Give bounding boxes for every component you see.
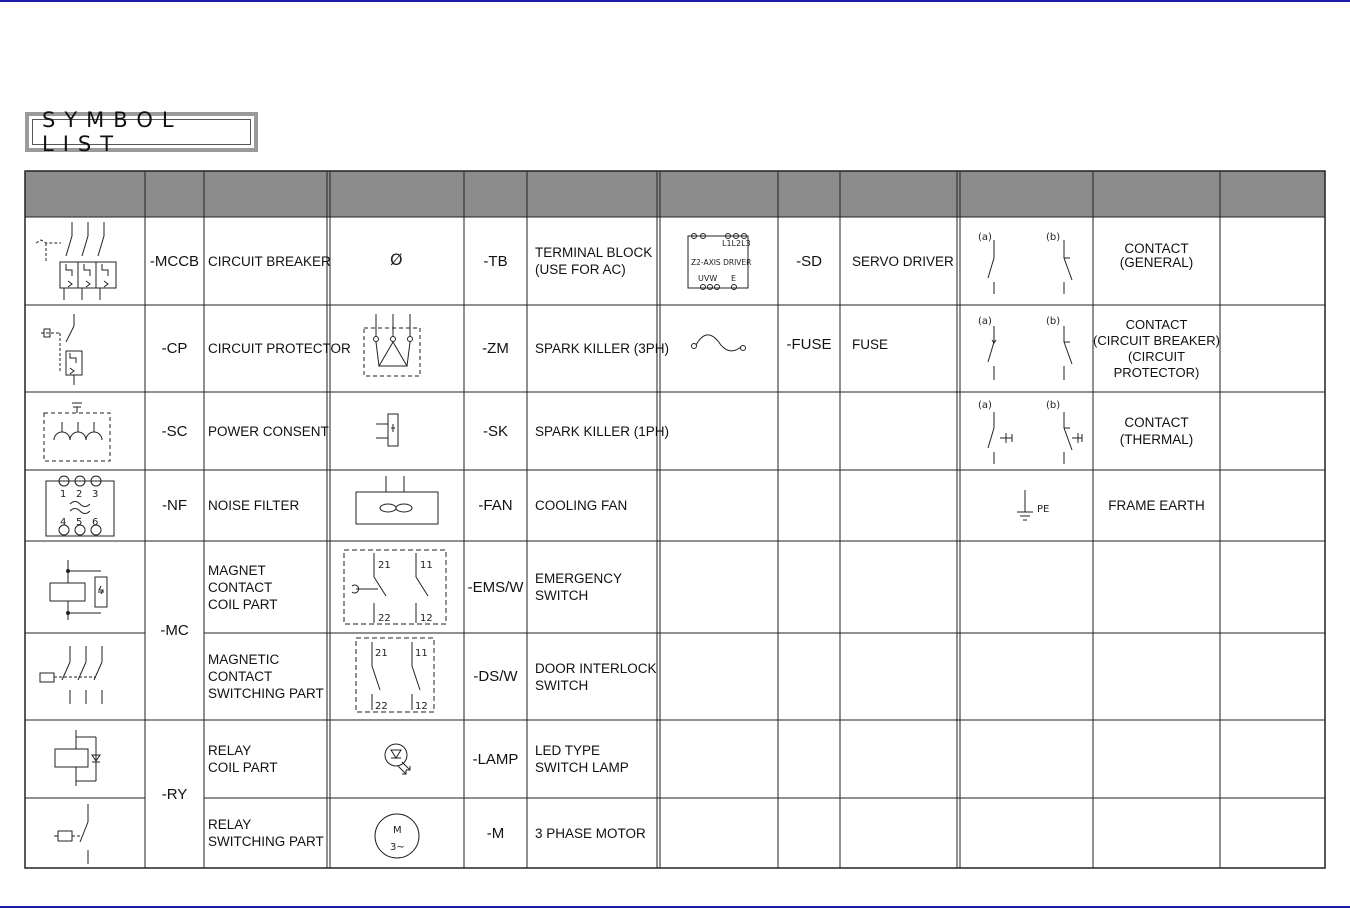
code-nf: -NF [162, 497, 187, 514]
code-emsw: -EMS/W [467, 578, 524, 596]
code-dsw: -DS/W [473, 668, 518, 685]
nf-bot-6: 6 [92, 517, 99, 528]
cb-label-a: (a) [978, 316, 992, 327]
ems-label-12: 12 [420, 613, 433, 624]
code-cp: -CP [161, 340, 188, 357]
desc-emergency-switch: EMERGENCY SWITCH [535, 571, 623, 603]
code-sk: -SK [482, 422, 508, 440]
ems-label-11: 11 [420, 560, 433, 571]
sd-label-axis: Z2-AXIS DRIVER [691, 258, 752, 267]
mc-switch-symbol [40, 646, 102, 704]
desc-noise-filter: NOISE FILTER [208, 498, 300, 513]
desc-terminal-block: TERMINAL BLOCK (USE FOR AC) [535, 245, 653, 277]
code-sc: -SC [161, 422, 188, 440]
desc-circuit-breaker: CIRCUIT BREAKER [208, 253, 331, 269]
cooling-fan-symbol [356, 476, 438, 524]
page-title: SYMBOL LIST [42, 108, 183, 156]
desc-relay-switching: RELAY SWITCHING PART [208, 817, 324, 849]
spark-killer-3ph-symbol [364, 314, 420, 376]
code-m: -M [486, 824, 505, 842]
ds-label-21: 21 [375, 648, 388, 659]
desc-relay-coil: RELAY COIL PART [208, 743, 278, 775]
power-consent-symbol [44, 403, 110, 461]
ds-label-11: 11 [415, 648, 428, 659]
code-fan: -FAN [478, 497, 513, 514]
desc-mc-switching: MAGNETIC CONTACT SWITCHING PART [208, 652, 324, 701]
desc-door-interlock: DOOR INTERLOCK SWITCH [535, 660, 657, 693]
ct-label-a: (a) [978, 400, 992, 411]
nf-top-2: 2 [76, 489, 83, 500]
motor-label-3ph: 3~ [390, 842, 405, 853]
mc-coil-symbol [50, 560, 107, 620]
contact-breaker-symbol [988, 326, 1072, 380]
circuit-protector-symbol [41, 314, 82, 385]
desc-spark-killer-3ph: SPARK KILLER (3PH) [535, 341, 670, 356]
desc-motor: 3 PHASE MOTOR [535, 825, 646, 841]
cg-label-b: (b) [1046, 232, 1061, 243]
relay-coil-symbol [55, 730, 100, 786]
desc-contact-thermal: CONTACT (THERMAL) [1119, 415, 1194, 447]
code-sd: -SD [796, 252, 822, 270]
nf-top-3: 3 [92, 489, 99, 500]
code-tb: -TB [483, 252, 508, 270]
cg-label-a: (a) [978, 232, 992, 243]
spark-killer-1ph-symbol [376, 414, 398, 446]
desc-contact-general: CONTACT (GENERAL) [1119, 241, 1194, 270]
contact-general-symbol [988, 240, 1072, 294]
desc-fuse: FUSE [852, 336, 889, 352]
relay-switch-symbol [54, 804, 88, 864]
desc-led-lamp: LED TYPE SWITCH LAMP [535, 743, 629, 775]
sd-label-l1l2l3: L1L2L3 [722, 239, 751, 248]
code-zm: -ZM [482, 340, 509, 357]
cb-label-b: (b) [1046, 316, 1061, 327]
frame-earth-symbol [1017, 490, 1033, 520]
desc-contact-breaker: CONTACT (CIRCUIT BREAKER) (CIRCUIT PROTECTOR) [1093, 316, 1220, 380]
code-mccb: -MCCB [149, 252, 200, 270]
terminal-block-symbol: Ø [390, 250, 403, 269]
desc-circuit-protector: CIRCUIT PROTECTOR [208, 341, 351, 356]
ems-label-21: 21 [378, 560, 391, 571]
desc-mc-coil: MAGNET CONTACT COIL PART [208, 562, 278, 612]
desc-power-consent: POWER CONSENT [208, 423, 329, 439]
code-ry: -RY [161, 785, 188, 803]
ems-label-22: 22 [378, 613, 391, 624]
motor-label-m: M [393, 825, 402, 836]
code-fuse: -FUSE [786, 335, 832, 353]
led-lamp-symbol [385, 744, 410, 774]
ds-label-22: 22 [375, 701, 388, 712]
code-lamp: -LAMP [472, 750, 519, 768]
frame-earth-label: PE [1037, 504, 1050, 515]
desc-spark-killer-1ph: SPARK KILLER (1PH) [535, 423, 670, 439]
nf-top-1: 1 [60, 489, 67, 500]
desc-cooling-fan: COOLING FAN [535, 498, 628, 513]
circuit-breaker-symbol [36, 222, 116, 300]
sd-label-e: E [731, 274, 737, 283]
ds-label-12: 12 [415, 701, 428, 712]
ct-label-b: (b) [1046, 400, 1061, 411]
nf-bot-5: 5 [76, 517, 83, 528]
desc-servo-driver: SERVO DRIVER [852, 253, 954, 269]
contact-thermal-symbol [988, 412, 1082, 464]
code-mc: -MC [160, 622, 189, 639]
desc-frame-earth: FRAME EARTH [1108, 498, 1205, 513]
sd-label-uvw: UVW [698, 274, 718, 283]
fuse-symbol [692, 335, 746, 351]
nf-bot-4: 4 [60, 517, 67, 528]
